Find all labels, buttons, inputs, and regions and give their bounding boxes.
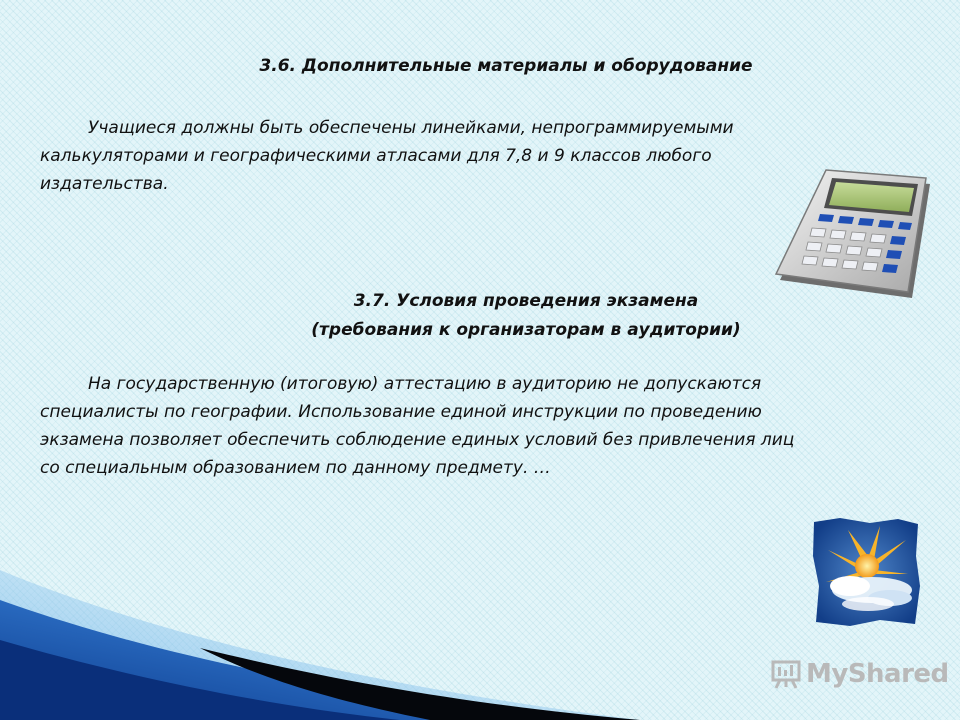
paragraph-line: со специальным образованием по данному предмету. … <box>40 458 551 478</box>
sun-cloud-icon <box>810 516 922 628</box>
watermark-text: MyShared <box>806 659 949 689</box>
paragraph-line: специалисты по географии. Использование единой инструкции по проведению <box>40 402 762 422</box>
section-heading-additional-materials: 3.6. Дополнительные материалы и оборудование <box>259 56 753 76</box>
paragraph-additional-materials <box>40 114 840 198</box>
paragraph-line: Учащиеся должны быть обеспечены линейками, непрограммируемыми <box>88 118 734 138</box>
section-heading-line: 3.7. Условия проведения экзамена <box>353 291 699 311</box>
paragraph-line: издательства. <box>40 174 169 194</box>
section-heading-exam-conditions <box>46 287 960 345</box>
paragraph-line: экзамена позволяет обеспечить соблюдение единых условий без привлечения лиц <box>40 430 795 450</box>
section-heading-line: (требования к организаторам в аудитории) <box>311 320 741 340</box>
paragraph-line: калькуляторами и географическими атласами для 7,8 и 9 классов любого <box>40 146 712 166</box>
blue-swoosh-decoration <box>0 560 640 720</box>
presentation-board-icon <box>770 658 802 690</box>
paragraph-line: На государственную (итоговую) аттестацию в аудиторию не допускаются <box>88 374 762 394</box>
watermark-logo <box>770 656 949 692</box>
paragraph-exam-conditions <box>40 370 920 482</box>
